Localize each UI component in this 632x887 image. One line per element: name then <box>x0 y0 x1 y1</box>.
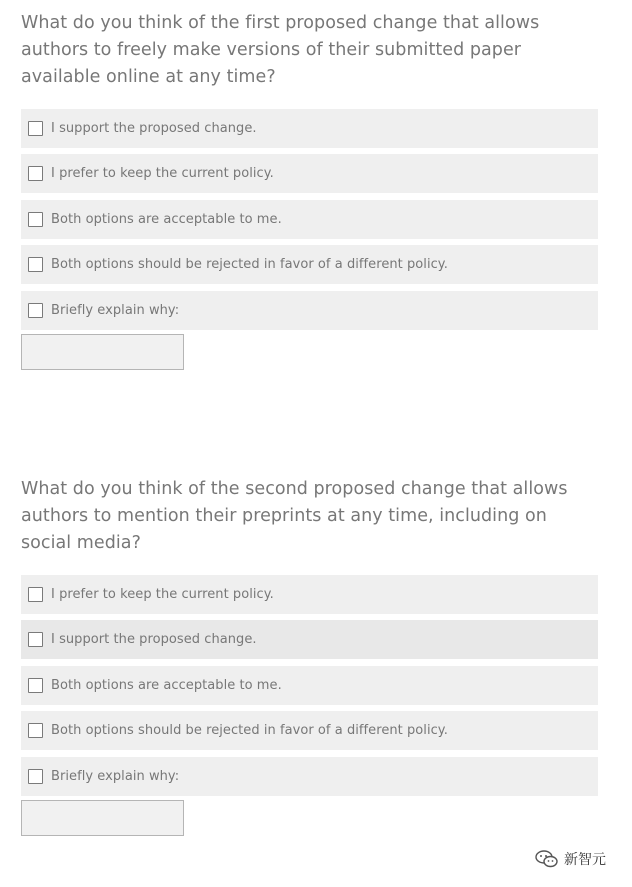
checkbox-icon[interactable] <box>28 769 43 784</box>
q1-option-support[interactable] <box>21 109 598 148</box>
option-label: Briefly explain why: <box>51 769 180 784</box>
q2-option-support[interactable] <box>21 620 598 659</box>
question-2-text: What do you think of the second proposed change that allows authors to mention their preprints at any time, including on social media? <box>21 479 568 553</box>
q1-option-both-rejected[interactable] <box>21 245 598 284</box>
checkbox-icon[interactable] <box>28 121 43 136</box>
q2-option-keep-current[interactable] <box>21 575 598 614</box>
question-1-text: What do you think of the first proposed change that allows authors to freely make versions of their submitted paper available online at any time? <box>21 13 540 87</box>
wechat-logo-icon <box>534 849 560 869</box>
checkbox-icon[interactable] <box>28 632 43 647</box>
option-label: I prefer to keep the current policy. <box>51 587 274 602</box>
checkbox-icon[interactable] <box>28 303 43 318</box>
watermark-text: 新智元 <box>564 852 606 868</box>
q2-explain-input[interactable] <box>21 800 184 836</box>
checkbox-icon[interactable] <box>28 587 43 602</box>
option-label: Both options should be rejected in favor of a different policy. <box>51 257 448 272</box>
checkbox-icon[interactable] <box>28 166 43 181</box>
option-label: Briefly explain why: <box>51 303 180 318</box>
checkbox-icon[interactable] <box>28 257 43 272</box>
q2-option-explain[interactable] <box>21 757 598 796</box>
option-label: I prefer to keep the current policy. <box>51 166 274 181</box>
option-label: Both options are acceptable to me. <box>51 212 282 227</box>
q2-option-both-acceptable[interactable] <box>21 666 598 705</box>
option-label: I support the proposed change. <box>51 121 257 136</box>
q1-explain-input[interactable] <box>21 334 184 370</box>
checkbox-icon[interactable] <box>28 212 43 227</box>
q1-option-both-acceptable[interactable] <box>21 200 598 239</box>
option-label: I support the proposed change. <box>51 632 257 647</box>
checkbox-icon[interactable] <box>28 723 43 738</box>
watermark <box>534 846 624 872</box>
q1-option-keep-current[interactable] <box>21 154 598 193</box>
option-label: Both options are acceptable to me. <box>51 678 282 693</box>
option-label: Both options should be rejected in favor of a different policy. <box>51 723 448 738</box>
checkbox-icon[interactable] <box>28 678 43 693</box>
q1-option-explain[interactable] <box>21 291 598 330</box>
q2-option-both-rejected[interactable] <box>21 711 598 750</box>
